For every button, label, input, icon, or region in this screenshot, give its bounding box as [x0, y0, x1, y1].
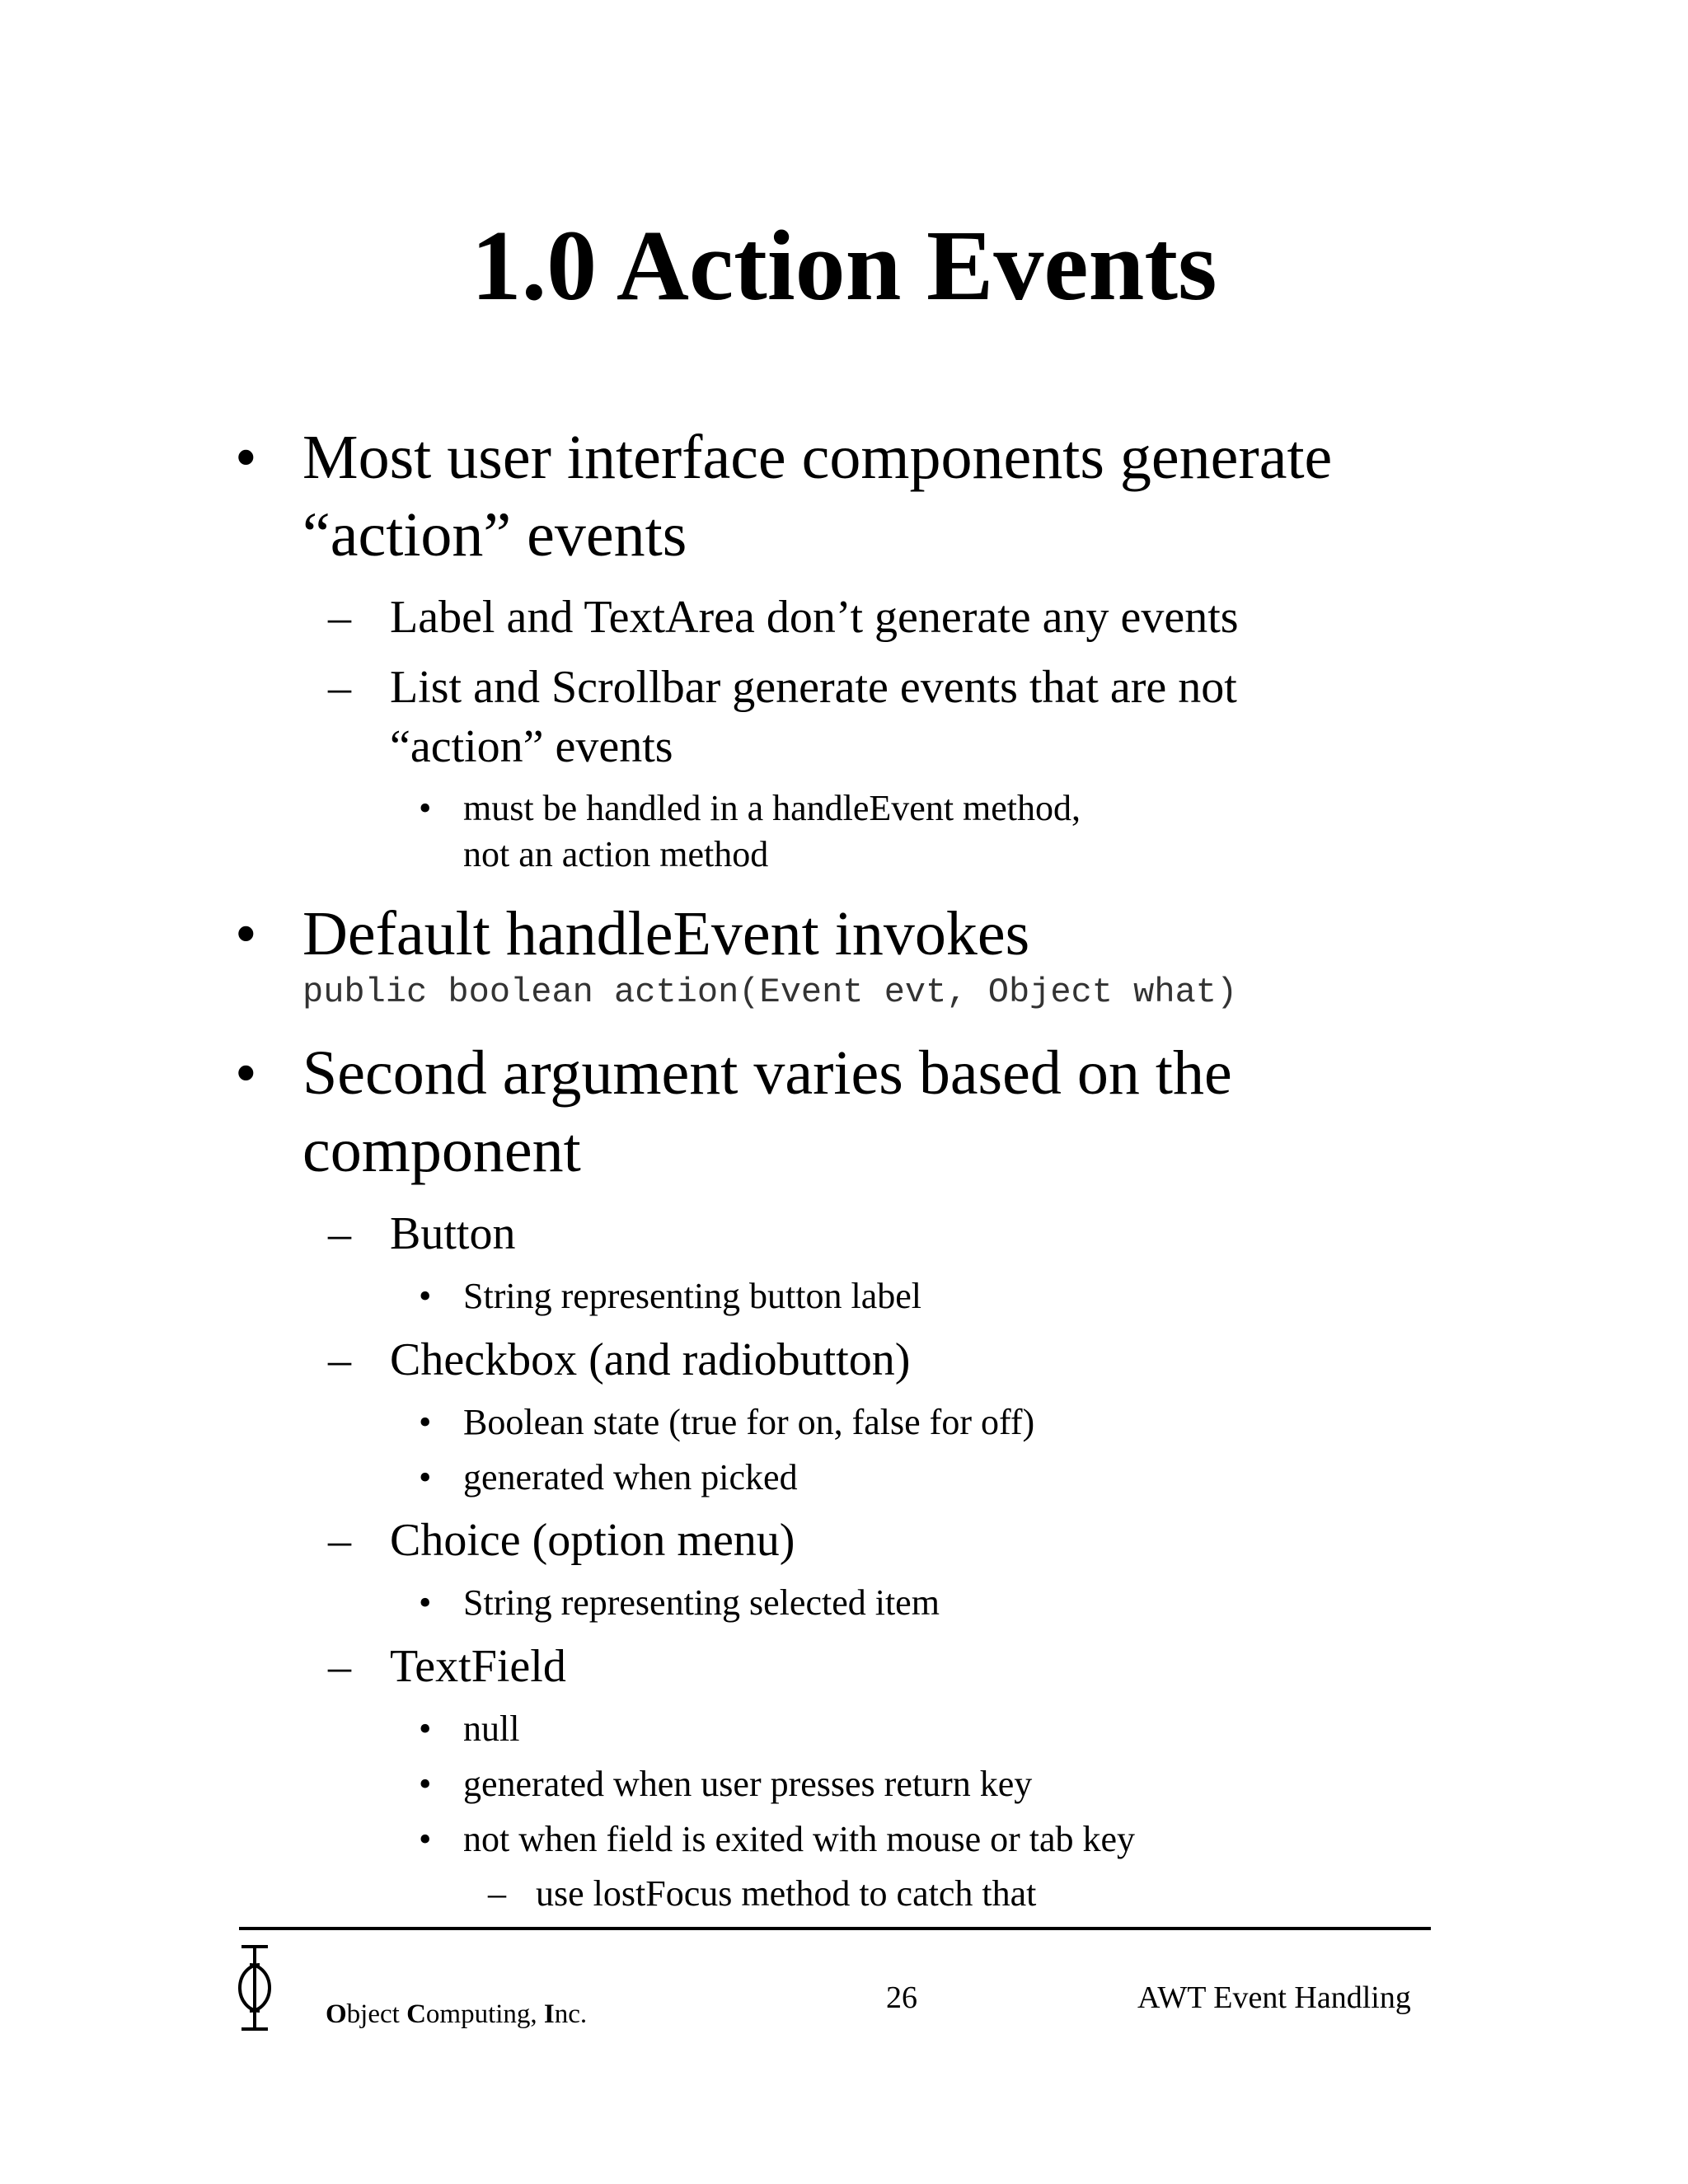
- dash-marker: –: [328, 1334, 351, 1385]
- sub-bullet-text: Button: [390, 1208, 516, 1259]
- sub-sub-bullet-text: not an action method: [463, 834, 769, 874]
- sub-sub-bullet-text: String representing button label: [463, 1276, 921, 1316]
- sub-sub-bullet-text: Boolean state (true for on, false for off): [463, 1402, 1035, 1442]
- sub-sub-bullet-text: must be handled in a handleEvent method,: [463, 788, 1081, 828]
- sub-bullet-text: TextField: [390, 1641, 566, 1692]
- bullet-marker: •: [419, 1764, 432, 1804]
- dash-marker: –: [328, 1641, 351, 1692]
- sub-bullet-text: Choice (option menu): [390, 1515, 795, 1566]
- bullet-marker: •: [419, 1708, 432, 1749]
- bullet-text: Second argument varies based on the: [302, 1038, 1232, 1108]
- footer-section-title: AWT Event Handling: [1137, 1980, 1411, 2015]
- bullet-text: component: [302, 1116, 581, 1185]
- company-logo-icon: [233, 1943, 283, 2034]
- sub-sub-bullet-text: not when field is exited with mouse or tab key: [463, 1819, 1136, 1859]
- bullet-marker: •: [235, 423, 257, 492]
- dash-marker: –: [328, 1515, 351, 1566]
- sub-sub-bullet-text: generated when picked: [463, 1457, 798, 1497]
- dash-marker: –: [328, 662, 351, 713]
- page-number: 26: [886, 1980, 917, 2015]
- bullet-marker: •: [235, 1038, 257, 1108]
- footer-divider: [239, 1927, 1431, 1930]
- dash-marker: –: [328, 1208, 351, 1259]
- dash-marker: –: [488, 1873, 506, 1914]
- bullet-marker: •: [419, 1582, 432, 1623]
- sub-sub-bullet-text: generated when user presses return key: [463, 1764, 1033, 1804]
- sub-sub-bullet-text: String representing selected item: [463, 1582, 940, 1623]
- bullet-marker: •: [419, 1457, 432, 1497]
- sub-bullet-text: “action” events: [390, 721, 673, 772]
- bullet-text: Most user interface components generate: [302, 423, 1333, 492]
- code-signature: public boolean action(Event evt, Object what): [302, 972, 1238, 1012]
- sub-sub-bullet-text: null: [463, 1708, 520, 1749]
- sub-bullet-text: List and Scrollbar generate events that are not: [390, 662, 1237, 713]
- bullet-marker: •: [419, 1819, 432, 1859]
- bullet-marker: •: [235, 899, 257, 968]
- bullet-text: Default handleEvent invokes: [302, 899, 1030, 968]
- sub-sub-sub-bullet-text: use lostFocus method to catch that: [536, 1873, 1037, 1914]
- sub-bullet-text: Checkbox (and radiobutton): [390, 1334, 911, 1385]
- bullet-text: “action” events: [302, 500, 687, 569]
- sub-bullet-text: Label and TextArea don’t generate any events: [390, 592, 1239, 643]
- company-name: Object Computing, Inc.: [326, 1999, 588, 2029]
- bullet-marker: •: [419, 1402, 432, 1442]
- bullet-marker: •: [419, 788, 432, 828]
- dash-marker: –: [328, 592, 351, 643]
- page-title: 1.0 Action Events: [471, 210, 1217, 321]
- bullet-marker: •: [419, 1276, 432, 1316]
